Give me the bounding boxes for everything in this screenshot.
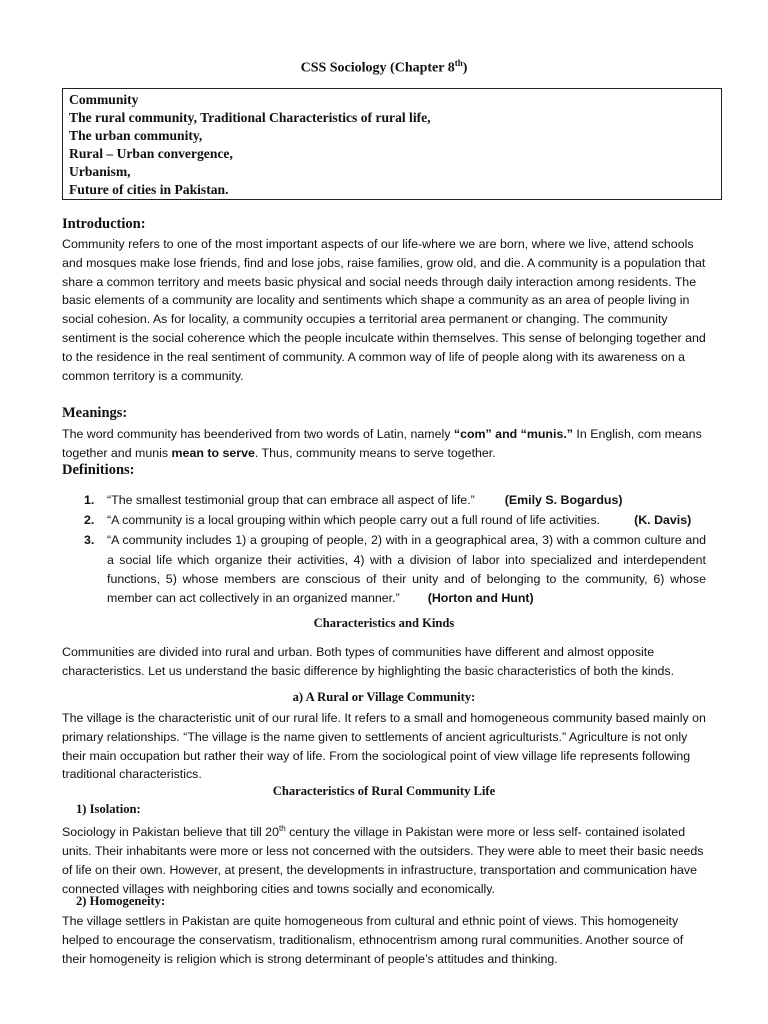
isolation-paragraph: Sociology in Pakistan believe that till 20th century the village in Pakistan were more or less self- contained isolated units. Their inhabitants were more or less not concerned with the outsiders. They were able to meet their basic needs of life on their own. However, at present, the developments in infrastructure, transportation and communication have connected villages with neighboring cities and towns socially and economically. [62, 824, 704, 896]
definitions-list [84, 491, 706, 608]
homogeneity-paragraph: The village settlers in Pakistan are quite homogeneous from cultural and ethnic point of views. This homogeneity helped to encourage the conservatism, traditionalism, ethnocentrism among rural communities. Another source of their homogeneity is religion which is strong determinant of people’s attitudes and thinking. [62, 914, 684, 966]
rural-characteristics-heading: Characteristics of Rural Community Life [272, 784, 496, 798]
topic-line: Urbanism, [69, 164, 131, 179]
kinds-paragraph: Communities are divided into rural and urban. Both types of communities have different and almost opposite characteristics. Let us understand the basic difference by highlighting the basic characteristics of both the kinds. [62, 645, 675, 678]
topic-line: The urban community, [69, 128, 203, 143]
definition-item: 3. “A community includes 1) a grouping of people, 2) with in a geographical area, 3) with a common culture and a social life which organize their activities, 4) with a division of labor into specialized and interdependent functions, 5) whose members are conscious of their unity and of belonging to the community, 6) whose member can act collectively in an organized manner.” (Horton and Hunt) [84, 533, 706, 606]
isolation-heading: 1) Isolation: [76, 802, 141, 816]
page-title: CSS Sociology (Chapter 8th) [300, 58, 468, 76]
topic-line: Future of cities in Pakistan. [69, 182, 229, 197]
definition-item: 2. “A community is a local grouping within which people carry out a full round of life activities. (K. Davis) [84, 513, 692, 528]
topic-line: The rural community, Traditional Characteristics of rural life, [69, 110, 431, 125]
meanings-heading: Meanings: [62, 405, 128, 421]
meanings-paragraph: The word community has beenderived from two words of Latin, namely “com” and “munis.” In English, com means together and munis mean to serve. Thus, community means to serve together. [62, 427, 702, 460]
introduction-heading: Introduction: [62, 216, 146, 232]
topic-line: Rural – Urban convergence, [69, 146, 233, 161]
characteristics-kinds-heading: Characteristics and Kinds [313, 616, 455, 630]
topic-line: Community [69, 92, 139, 107]
homogeneity-heading: 2) Homogeneity: [76, 894, 166, 908]
introduction-paragraph: Community refers to one of the most important aspects of our life-where we are born, where we live, attend schools and mosques make lose friends, find and lose jobs, raise families, grow old, and die. A community is a population that share a common territory and meets basic physical and social needs through daily interaction among residents. The basic elements of a community are locality and sentiments which shape a community as an area of people living in social cohesion. As for locality, a community occupies a territorial area permanent or changing. The community sentiment is the social coherence which the people inculcate within themselves. This sense of belonging together and to the residence in the real sentiment of community. A common way of life of people along with its awareness on a common territory is a community. [62, 237, 706, 383]
definitions-heading: Definitions: [62, 462, 135, 478]
definition-item: 1. “The smallest testimonial group that can embrace all aspect of life.” (Emily S. Bogardus) [84, 493, 623, 507]
rural-community-heading: a) A Rural or Village Community: [292, 690, 476, 704]
chapter-topics-box [62, 88, 722, 200]
rural-paragraph: The village is the characteristic unit of our rural life. It refers to a small and homogeneous community based mainly on primary relationships. “The village is the name given to settlements of ancient agriculturists.” Agriculture is not only their main occupation but rather their way of life. From the sociological point of view village life represents following traditional characteristics. [62, 711, 706, 782]
